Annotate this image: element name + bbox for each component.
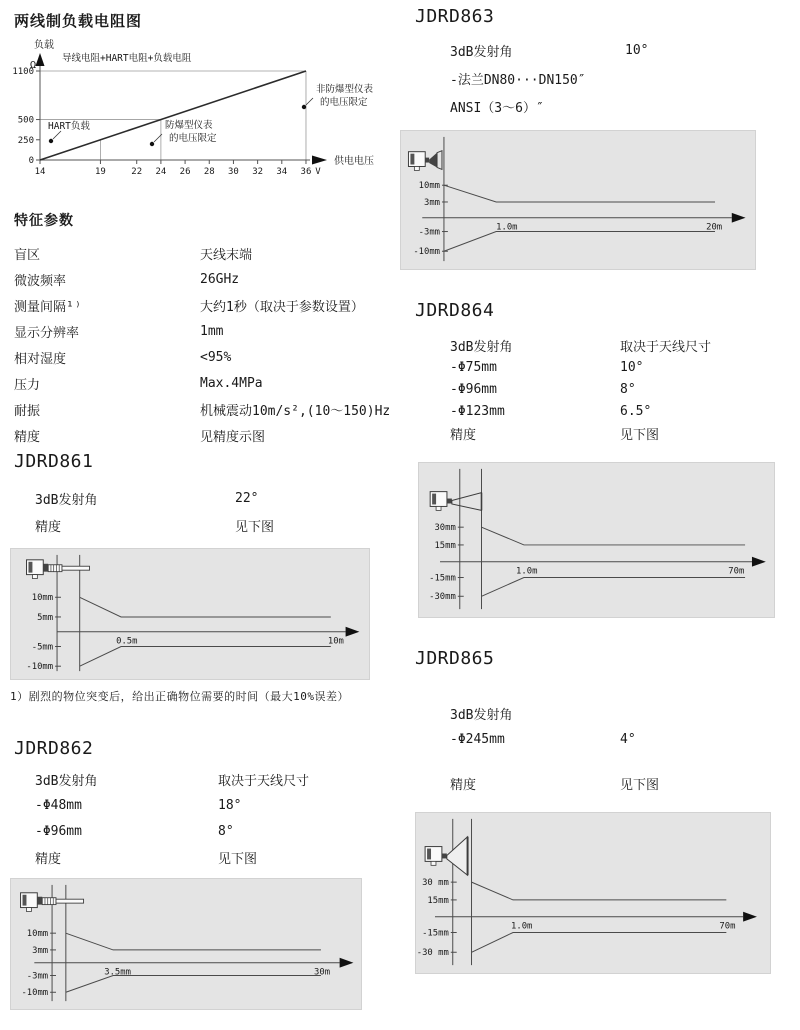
spec-row [450,378,711,400]
accuracy-envelope-upper [66,933,321,950]
spec-row [35,818,309,844]
x-tick-label: 24 [155,167,167,177]
spec-table-jdrd863 [450,36,648,120]
deviation-tick-label: -15mm [429,573,456,584]
accuracy-envelope-upper [444,185,715,202]
parabolic-dish-antenna-icon [425,837,467,876]
line-label: 导线电阻+HART电阻+负载电阻 [62,53,192,64]
spec-table-jdrd865 [450,700,659,796]
spec-label: 盲区 [14,247,41,263]
spec-value: 取决于天线尺寸 [620,339,712,355]
deviation-tick-label: 10mm [26,929,49,940]
deviation-tick-label: -30mm [429,592,456,603]
spec-label: -Φ96mm [450,381,497,397]
model-heading-jdrd863: JDRD863 [415,6,495,27]
x-tick-label: 19 [95,167,106,177]
params-heading: 特征参数 [14,213,74,229]
accuracy-envelope-upper [80,597,331,617]
spec-value: 22° [235,491,259,506]
y-tick-label: 0 [28,156,34,166]
distance-axis-arrow-icon [732,213,746,223]
spec-value: 天线末端 [200,247,253,263]
y-axis-name: 负载 [34,40,54,51]
spec-value: 4° [620,731,636,747]
spec-row [35,792,309,818]
x-tick-label: 22 [131,167,143,177]
spec-value: 取决于天线尺寸 [218,773,310,789]
spec-row [14,266,390,292]
accuracy-envelope-upper [481,527,745,545]
spec-value: 见精度示图 [200,429,266,445]
deviation-tick-label: -3mm [26,971,49,982]
load-resistance-chart [10,28,400,198]
spec-label: -Φ123mm [450,403,505,419]
distance-mid-label: 0.5m [116,636,138,647]
spec-value: 6.5° [620,403,652,419]
spec-value: 见下图 [620,777,660,793]
accuracy-diagram-jdrd865 [415,812,771,974]
spec-row [450,92,648,120]
y-tick-label: 1100 [12,67,34,77]
spec-label: -Φ96mm [35,823,82,839]
accuracy-diagram-jdrd863 [400,130,756,270]
spec-label: 精度 [14,429,41,445]
spec-value: 见下图 [235,520,275,535]
spec-label: 耐振 [14,403,41,419]
distance-axis-arrow-icon [340,958,354,968]
spec-value: 机械震动10m/s²,(10～150)Hz [200,403,391,419]
distance-axis-arrow-icon [743,912,757,922]
spec-label: 精度 [35,851,62,867]
deviation-tick-label: 10mm [418,181,440,192]
spec-value: <95% [200,349,232,365]
spec-label: ANSI（3～6）″ [450,100,544,116]
spec-label: 压力 [14,377,41,393]
spec-value: Max.4MPa [200,375,263,391]
spec-label: 3dB发射角 [35,773,98,789]
spec-row [14,370,390,396]
spec-row [450,64,648,92]
leader-line [306,98,313,105]
spec-value: 大约1秒（取决于参数设置） [200,299,364,315]
spec-label: 相对湿度 [14,351,67,367]
y-tick-label: 500 [17,115,34,126]
distance-end-label: 70m [728,566,745,577]
spec-label: -Φ245mm [450,731,505,747]
distance-end-label: 10m [327,636,344,647]
deviation-tick-label: -3mm [418,227,440,238]
spec-label: 3dB发射角 [450,339,513,355]
non-ex-limit-marker [302,105,306,109]
deviation-tick-label: -10mm [26,662,54,673]
spec-label: 显示分辨率 [14,325,80,341]
hart-load-label: HART负载 [48,121,90,132]
x-tick-label: 28 [203,167,215,177]
spec-label: 3dB发射角 [450,707,513,723]
spec-row [450,700,659,726]
distance-axis-arrow-icon [752,557,766,567]
deviation-tick-label: 3mm [423,197,440,208]
accuracy-diagram-jdrd862 [10,878,362,1010]
distance-mid-label: 1.0m [511,921,533,932]
x-axis-name: 供电电压 [334,156,374,167]
deviation-tick-label: 3mm [32,945,49,956]
spec-table-jdrd861 [35,485,274,539]
spec-label: -Φ48mm [35,797,82,813]
non-ex-limit-label: 非防爆型仪表 [316,84,374,95]
spec-row [14,344,390,370]
deviation-tick-label: 30mm [434,523,456,534]
y-tick-label: 250 [17,135,34,146]
spec-value: 8° [218,823,234,839]
spec-label: 测量间隔¹⁾ [14,299,82,315]
distance-end-label: 30m [314,967,331,978]
spec-row [14,422,390,448]
spec-value: 10° [620,359,644,375]
distance-end-label: 70m [719,921,736,932]
x-tick-label: 32 [252,167,264,177]
spec-label: 精度 [450,777,477,793]
spec-row [14,396,390,422]
hart-load-marker [49,139,53,143]
spec-value: 26GHz [200,271,240,287]
model-heading-jdrd865: JDRD865 [415,648,495,669]
model-heading-jdrd861: JDRD861 [14,451,94,472]
distance-mid-label: 1.0m [516,566,538,577]
y-axis-unit: Ω [29,60,36,71]
load-chart-title: 两线制负载电阻图 [14,12,143,30]
deviation-tick-label: 15mm [427,895,449,906]
spec-label: 精度 [35,520,62,535]
spec-label: 微波频率 [14,273,67,289]
x-tick-label: 34 [276,167,288,177]
spec-row [450,770,659,796]
footnote: 1）剧烈的物位突变后，给出正确物位需要的时间（最大10%误差） [10,690,349,703]
spec-row [14,240,390,266]
deviation-tick-label: -10mm [413,247,440,258]
params-table [14,240,390,448]
spec-label: -Φ75mm [450,359,497,375]
accuracy-envelope-upper [472,882,727,900]
spec-row [450,36,648,64]
x-tick-label: 36 [300,167,312,177]
distance-end-label: 20m [706,222,723,233]
spec-value: 8° [620,381,636,397]
spec-row [14,318,390,344]
accuracy-envelope-lower [80,647,331,667]
spec-row [35,766,309,792]
leader-line [53,131,61,139]
ex-limit-label: 防爆型仪表 [165,120,213,131]
ex-limit-label: 的电压限定 [169,133,217,144]
deviation-tick-label: -15mm [422,928,449,939]
ex-limit-marker [150,142,154,146]
deviation-tick-label: -5mm [31,642,54,653]
accuracy-diagram-jdrd861 [10,548,370,680]
spec-row [35,512,274,539]
spec-row [450,422,711,444]
spec-value: 1mm [200,323,224,339]
model-heading-jdrd864: JDRD864 [415,300,495,321]
spec-row [450,726,659,752]
accuracy-envelope-lower [481,578,745,597]
accuracy-diagram-jdrd864 [418,462,775,618]
deviation-tick-label: 15mm [434,540,456,551]
accuracy-envelope-lower [444,232,715,252]
spec-row [35,844,309,870]
spec-label: 精度 [450,427,477,443]
spec-row [450,334,711,356]
model-heading-jdrd862: JDRD862 [14,738,94,759]
x-tick-label: 14 [34,167,46,177]
accuracy-envelope-lower [66,976,321,993]
y-axis-arrow-icon [36,53,45,66]
spec-table-jdrd864 [450,334,711,444]
deviation-tick-label: 30 mm [422,878,449,889]
spec-value: 见下图 [218,851,258,867]
spec-row [450,400,711,422]
accuracy-envelope-lower [472,933,727,953]
x-tick-label: 26 [179,167,191,177]
spec-label: -法兰DN80···DN150″ [450,72,586,88]
distance-mid-label: 1.0m [496,222,518,233]
small-horn-antenna-icon [408,151,442,171]
non-ex-limit-label: 的电压限定 [320,97,368,108]
deviation-tick-label: 10mm [31,593,54,604]
distance-mid-label: 3.5mm [104,967,131,978]
spec-row [450,356,711,378]
spec-label: 3dB发射角 [35,493,98,508]
spec-row [35,485,274,512]
deviation-tick-label: -30 mm [416,948,449,959]
load-resistance-line [40,71,306,160]
spec-row [14,292,390,318]
spec-value: 18° [218,797,242,813]
spec-value: 见下图 [620,427,660,443]
deviation-tick-label: -10mm [21,988,49,999]
deviation-tick-label: 5mm [37,612,54,623]
spec-table-jdrd862 [35,766,309,870]
spec-label: 3dB发射角 [450,44,513,60]
spec-value: 10° [625,42,649,58]
horn-cone-antenna-icon [430,492,481,511]
x-axis-arrow-icon [312,156,327,165]
distance-axis-arrow-icon [346,627,360,637]
x-tick-label: 30 [228,167,239,177]
x-unit-label: V [315,167,321,177]
